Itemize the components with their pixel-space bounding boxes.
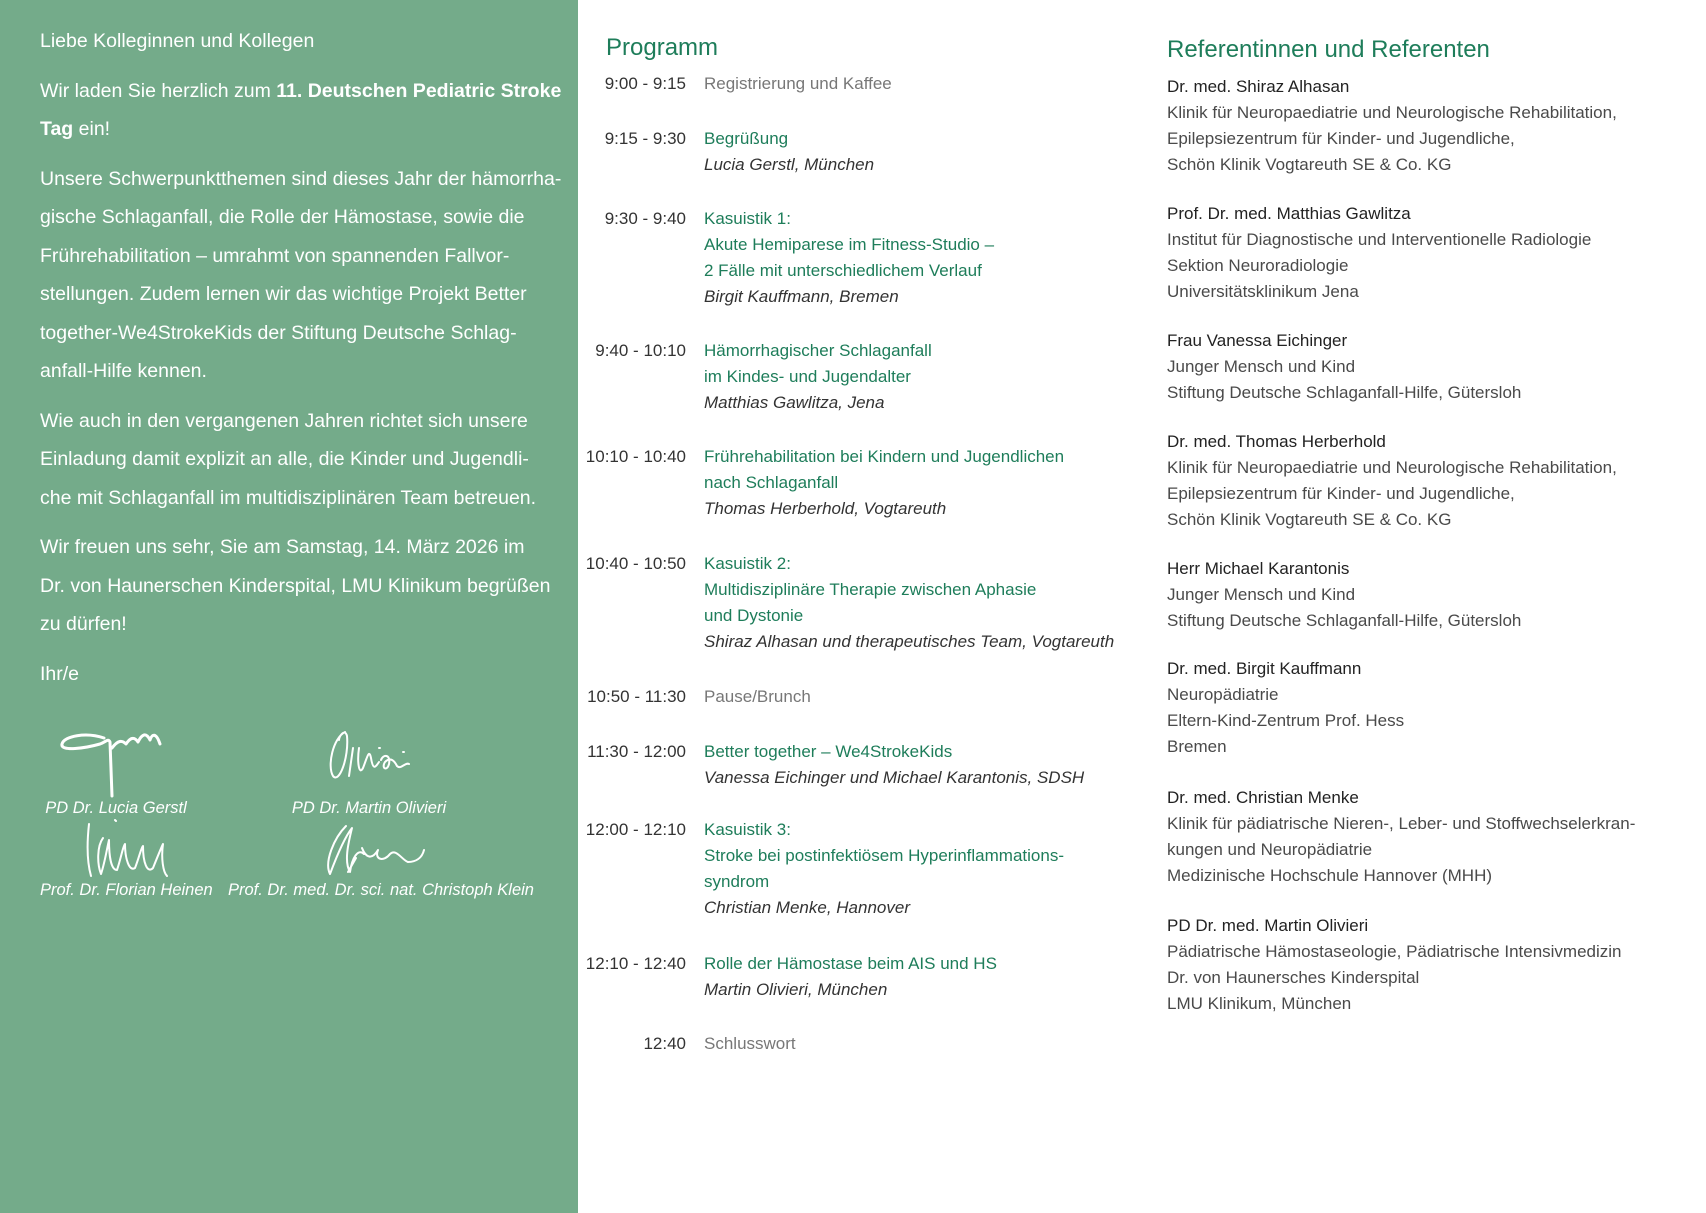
topics-line: Unsere Schwerpunktthemen sind dieses Jahr der hämorrha- [40,167,562,190]
speakers-heading: Referentinnen und Referenten [1167,36,1490,63]
topics-line: stellungen. Zudem lernen wir das wichtige Projekt Better [40,283,527,305]
entry-speaker: Martin Olivieri, München [704,980,888,999]
entry-title: Schlusswort [704,1034,796,1053]
entry-title: Pause/Brunch [704,687,811,706]
entry-speaker: Christian Menke, Hannover [704,898,910,917]
signature-image [55,818,195,880]
signature-image [56,718,176,798]
entry-time: 10:50 - 11:30 [587,687,686,706]
entry-speaker: Lucia Gerstl, München [704,155,875,174]
entry-time: 9:00 - 9:15 [604,74,686,93]
speaker-name: Dr. med. Birgit Kauffmann [1167,659,1362,678]
speaker-affiliation: Pädiatrische Hämostaseologie, Pädiatrische Intensivmedizin [1167,942,1622,961]
welcome-line: zu dürfen! [40,613,127,635]
entry-title: Begrüßung [704,129,789,148]
entry-title: Hämorrhagischer Schlaganfall [704,341,932,360]
speaker-name: Dr. med. Thomas Herberhold [1167,432,1386,451]
welcome-line: Wir freuen uns sehr, Sie am Samstag, 14. März 2026 im [40,536,525,558]
signature-name: Prof. Dr. med. Dr. sci. nat. Christoph Klein [228,881,534,899]
signature-name: Prof. Dr. Florian Heinen [40,881,213,899]
event-name: 11. Deutschen Pediatric Stroke [276,79,562,102]
invite-text: Wir laden Sie herzlich zum [40,79,277,102]
signature-name: PD Dr. Lucia Gerstl [45,799,187,817]
audience-line: Wie auch in den vergangenen Jahren richtet sich unsere [40,409,528,432]
speaker-affiliation: Medizinische Hochschule Hannover (MHH) [1167,866,1493,885]
speaker-entry [1167,913,1697,1017]
speaker-affiliation: Junger Mensch und Kind [1167,357,1356,376]
entry-title: Better together – We4StrokeKids [704,742,953,761]
audience-line: che mit Schlaganfall im multidisziplinären Team betreuen. [40,486,537,509]
speaker-name: Frau Vanessa Eichinger [1167,331,1348,350]
invite-line [40,110,570,149]
speaker-affiliation: Neuropädiatrie [1167,685,1279,704]
entry-time: 9:40 - 10:10 [595,341,686,360]
entry-time: 9:30 - 9:40 [604,209,686,228]
entry-time: 10:10 - 10:40 [585,447,686,466]
speaker-affiliation: Schön Klinik Vogtareuth SE & Co. KG [1167,510,1452,529]
entry-title: syndrom [704,872,770,891]
greeting: Liebe Kolleginnen und Kollegen [40,30,315,52]
speaker-name: Dr. med. Christian Menke [1167,788,1359,807]
entry-speaker: Thomas Herberhold, Vogtareuth [704,499,947,518]
entry-title: und Dystonie [704,606,804,625]
speaker-affiliation: Junger Mensch und Kind [1167,585,1356,604]
entry-title: Stroke bei postinfektiösem Hyperinflammations- [704,846,1064,865]
entry-title: Kasuistik 1: [704,209,791,228]
topics-line: anfall-Hilfe kennen. [40,360,207,382]
closing: Ihr/e [40,662,80,685]
signature-image [304,818,444,880]
audience-paragraph [40,402,570,518]
entry-time: 12:40 [643,1034,686,1053]
program-section [580,0,1150,1213]
topics-line: together-We4StrokeKids der Stiftung Deutsche Schlag- [40,321,517,344]
topics-line: Frührehabilitation – umrahmt von spannenden Fallvor- [40,244,510,267]
entry-title: Frührehabilitation bei Kindern und Jugendlichen [704,447,1065,466]
speaker-name: Dr. med. Shiraz Alhasan [1167,77,1350,96]
topics-paragraph [40,160,570,391]
entry-speaker: Birgit Kauffmann, Bremen [704,287,899,306]
entry-time: 12:00 - 12:10 [585,820,686,839]
speakers-section [1167,0,1697,1213]
entry-title: Registrierung und Kaffee [704,74,892,93]
speaker-affiliation: Klinik für Neuropaediatrie und Neurologische Rehabilitation, [1167,458,1617,477]
speaker-affiliation: Universitätsklinikum Jena [1167,282,1359,301]
speaker-affiliation: Stiftung Deutsche Schlaganfall-Hilfe, Gütersloh [1167,611,1522,630]
entry-title: Akute Hemiparese im Fitness-Studio – [704,235,995,254]
entry-time: 12:10 - 12:40 [585,954,686,973]
speaker-name: PD Dr. med. Martin Olivieri [1167,916,1369,935]
speaker-affiliation: Dr. von Haunersches Kinderspital [1167,968,1420,987]
entry-speaker: Shiraz Alhasan und therapeutisches Team, Vogtareuth [704,632,1115,651]
signature-heinen [40,818,213,900]
invite-text-end: ein! [73,118,111,140]
entry-title: 2 Fälle mit unterschiedlichem Verlauf [704,261,982,280]
entry-time: 9:15 - 9:30 [604,129,686,148]
audience-line: Einladung damit explizit an alle, die Kinder und Jugendli- [40,448,529,470]
welcome-paragraph [40,528,570,644]
invite-line [40,72,570,111]
speaker-affiliation: Eltern-Kind-Zentrum Prof. Hess [1167,711,1405,730]
speaker-affiliation: Schön Klinik Vogtareuth SE & Co. KG [1167,155,1452,174]
invitation-letter [40,22,570,704]
speaker-affiliation: Klinik für pädiatrische Nieren-, Leber- und Stoffwechselerkran- [1167,814,1636,833]
speaker-affiliation: Stiftung Deutsche Schlaganfall-Hilfe, Gütersloh [1167,383,1522,402]
speaker-entry [1167,429,1697,533]
entry-title: Multidisziplinäre Therapie zwischen Aphasie [704,580,1037,599]
entry-title: im Kindes- und Jugendalter [704,367,911,386]
speaker-entry [1167,785,1697,889]
invitation-panel [0,0,578,1213]
speaker-name: Herr Michael Karantonis [1167,559,1350,578]
entry-title: Rolle der Hämostase beim AIS und HS [704,954,997,973]
speaker-affiliation: Bremen [1167,737,1227,756]
entry-title: Kasuistik 3: [704,820,791,839]
speaker-entry [1167,556,1697,634]
speaker-name: Prof. Dr. med. Matthias Gawlitza [1167,204,1411,223]
speaker-entry [1167,74,1697,178]
welcome-line: Dr. von Haunerschen Kinderspital, LMU Klinikum begrüßen [40,574,551,597]
topics-line: gische Schlaganfall, die Rolle der Hämostase, sowie die [40,206,525,228]
speaker-affiliation: Institut für Diagnostische und Interventionelle Radiologie [1167,230,1592,249]
entry-speaker: Matthias Gawlitza, Jena [704,393,885,412]
speaker-entry [1167,201,1697,305]
speaker-entry [1167,328,1697,406]
speaker-entry [1167,656,1697,760]
entry-title: nach Schlaganfall [704,473,839,492]
signature-image [309,718,429,798]
signature-name: PD Dr. Martin Olivieri [291,799,447,817]
event-name-end: Tag [40,118,74,140]
speaker-affiliation: Sektion Neuroradiologie [1167,256,1349,275]
entry-title: Kasuistik 2: [704,554,791,573]
signature-gerstl [36,718,196,818]
entry-speaker: Vanessa Eichinger und Michael Karantonis, SDSH [704,768,1085,787]
entry-time: 10:40 - 10:50 [585,554,686,573]
speaker-affiliation: Klinik für Neuropaediatrie und Neurologische Rehabilitation, [1167,103,1617,122]
speaker-affiliation: LMU Klinikum, München [1167,994,1352,1013]
signature-klein [228,818,534,900]
speaker-affiliation: Epilepsiezentrum für Kinder- und Jugendliche, [1167,484,1515,503]
speaker-affiliation: kungen und Neuropädiatrie [1167,840,1373,859]
signature-olivieri [290,718,448,818]
program-heading: Programm [606,34,719,61]
entry-time: 11:30 - 12:00 [587,742,686,761]
speaker-affiliation: Epilepsiezentrum für Kinder- und Jugendliche, [1167,129,1515,148]
invite-paragraph [40,72,570,149]
